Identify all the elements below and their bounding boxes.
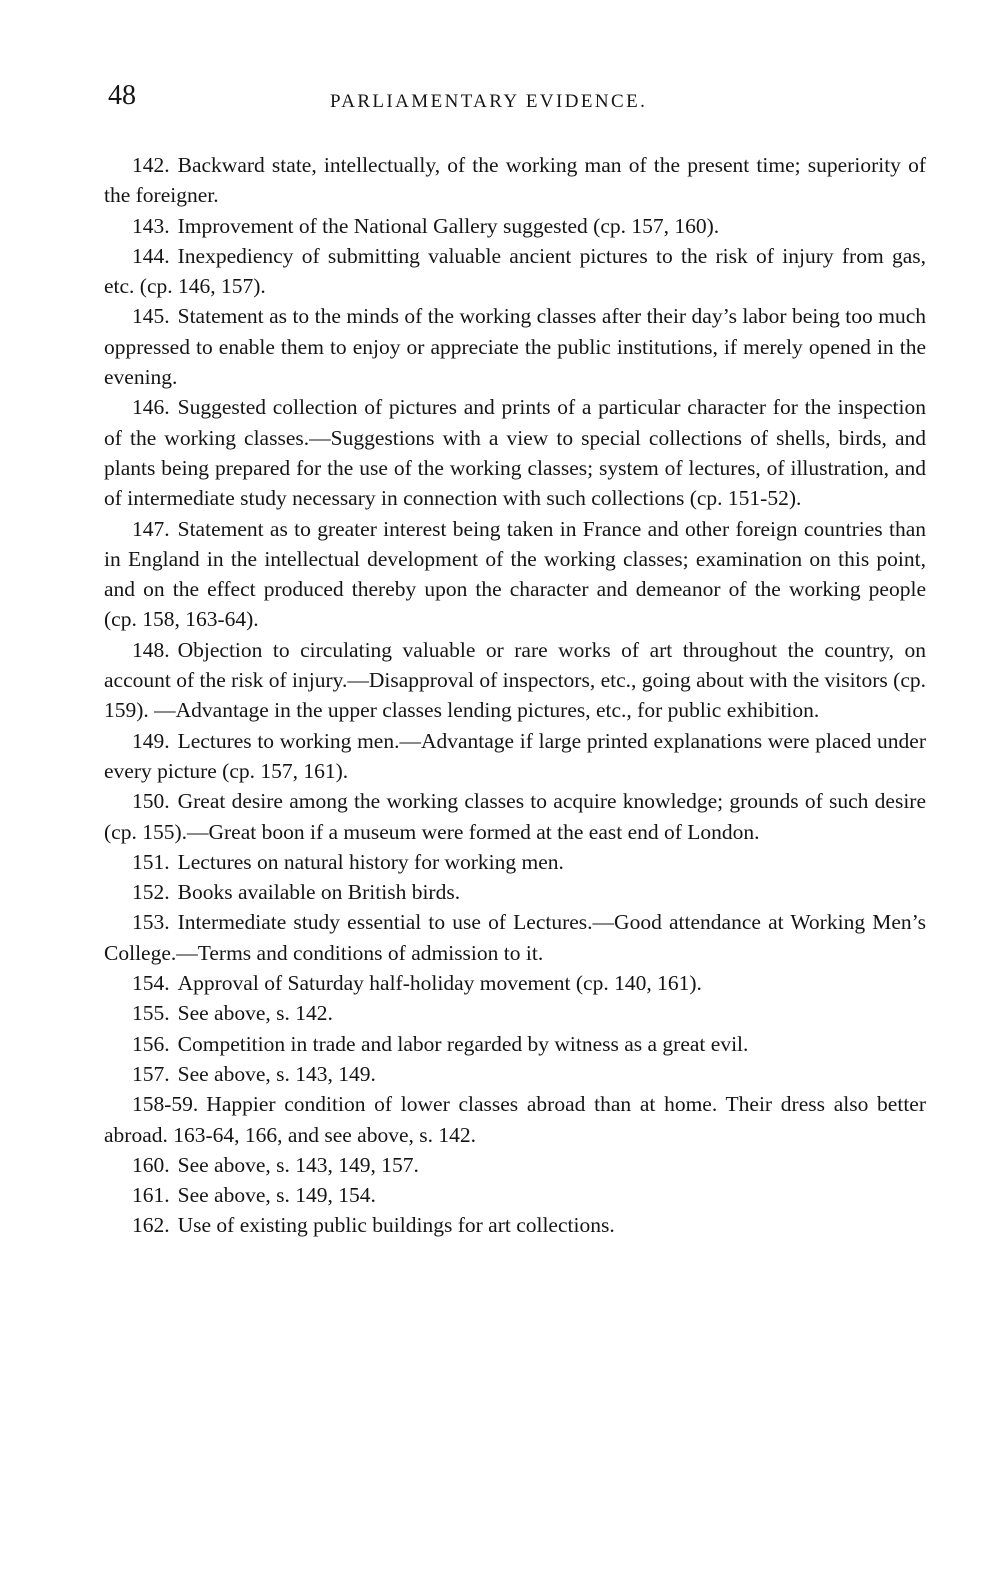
entry-number: 144. (132, 243, 170, 268)
entry-text: Use of existing public buildings for art collections. (177, 1213, 615, 1238)
entry-text: See above, s. 149, 154. (177, 1183, 376, 1208)
entry-152 (104, 877, 926, 907)
entry-text: Great desire among the working classes to acquire knowledge; grounds of such desire (cp. 155).—Great boon if a museum were formed at the east end of London. (104, 789, 926, 844)
entry-146 (104, 392, 926, 513)
entry-text: Improvement of the National Gallery suggested (cp. 157, 160). (177, 213, 720, 238)
entry-number: 162. (132, 1213, 170, 1238)
entry-text: See above, s. 143, 149. (177, 1061, 376, 1086)
entry-text: Happier condition of lower classes abroad than at home. Their dress also better abroad. 163-64, 166, and see above, s. 142. (104, 1092, 926, 1147)
entry-text: Statement as to greater interest being taken in France and other foreign countries than in England in the intellectual development of the working classes; examination on this point, and on the effect produced thereby upon the character and demeanor of the working people (cp. 158, 163-64). (104, 516, 926, 632)
entry-156 (104, 1029, 926, 1059)
entry-text: Suggested collection of pictures and prints of a particular character for the inspection of the working classes.—Suggestions with a view to special collections of shells, birds, and plants being prepared for the use of the working classes; system of lectures, of illustration, and of intermediate study necessary in connection with such collections (cp. 151-52). (104, 395, 926, 511)
entry-149 (104, 726, 926, 787)
entry-number: 150. (132, 789, 170, 814)
entry-text: Competition in trade and labor regarded by witness as a great evil. (177, 1031, 749, 1056)
entry-143 (104, 211, 926, 241)
entry-162 (104, 1210, 926, 1240)
entry-153 (104, 907, 926, 968)
entry-147 (104, 514, 926, 635)
entry-text: Lectures to working men.—Advantage if large printed explanations were placed under every picture (cp. 157, 161). (104, 728, 926, 783)
evidence-summary (104, 150, 926, 1241)
entry-number: 161. (132, 1183, 170, 1208)
entry-number: 158-59. (132, 1092, 199, 1117)
entry-text: Inexpediency of submitting valuable ancient pictures to the risk of injury from gas, etc. (cp. 146, 157). (104, 243, 926, 299)
entry-number: 142. (132, 153, 170, 177)
entry-145 (104, 301, 926, 392)
entry-number: 145. (132, 304, 170, 329)
page-header (104, 80, 926, 124)
entry-number: 155. (132, 1001, 170, 1026)
entry-157 (104, 1059, 926, 1089)
entry-number: 147. (132, 516, 170, 541)
entry-text: Lectures on natural history for working men. (177, 849, 564, 874)
entry-154 (104, 968, 926, 998)
entry-text: Approval of Saturday half-holiday movement (cp. 140, 161). (177, 971, 702, 996)
entry-text: See above, s. 142. (177, 1001, 333, 1026)
entry-number: 157. (132, 1061, 170, 1086)
entry-number: 156. (132, 1031, 170, 1056)
document-page (104, 80, 926, 1241)
entry-number: 160. (132, 1152, 170, 1177)
entry-number: 151. (132, 849, 170, 874)
entry-number: 153. (132, 910, 170, 935)
entry-text: Books available on British birds. (177, 880, 461, 905)
entry-161 (104, 1180, 926, 1210)
entry-number: 154. (132, 971, 170, 996)
entry-148 (104, 635, 926, 726)
entry-text: Backward state, intellectually, of the working man of the present time; superiority of the foreigner. (104, 153, 926, 208)
entry-number: 149. (132, 728, 170, 753)
entry-text: Objection to circulating valuable or rare works of art throughout the country, on account of the risk of injury.—Disapproval of inspectors, etc., going about with the visitors (cp. 159). —Advantage in the upper classes lending pictures, etc., for public exhibition. (104, 637, 926, 723)
entry-number: 143. (132, 213, 170, 238)
running-title: PARLIAMENTARY EVIDENCE. (330, 91, 648, 112)
entry-number: 148. (132, 637, 170, 662)
entry-151 (104, 847, 926, 877)
page-number: 48 (108, 80, 136, 111)
entry-158-59 (104, 1089, 926, 1150)
entry-150 (104, 786, 926, 847)
entry-text: See above, s. 143, 149, 157. (177, 1152, 419, 1177)
entry-text: Intermediate study essential to use of Lectures.—Good attendance at Working Men’s College.—Terms and conditions of admission to it. (104, 910, 926, 965)
entry-text: Statement as to the minds of the working classes after their day’s labor being too much oppressed to enable them to enjoy or appreciate the public institutions, if merely opened in the evening. (104, 304, 926, 390)
entry-142 (104, 150, 926, 211)
entry-155 (104, 998, 926, 1028)
entry-160 (104, 1150, 926, 1180)
entry-number: 146. (132, 395, 170, 420)
entry-number: 152. (132, 880, 170, 905)
entry-144 (104, 241, 926, 302)
